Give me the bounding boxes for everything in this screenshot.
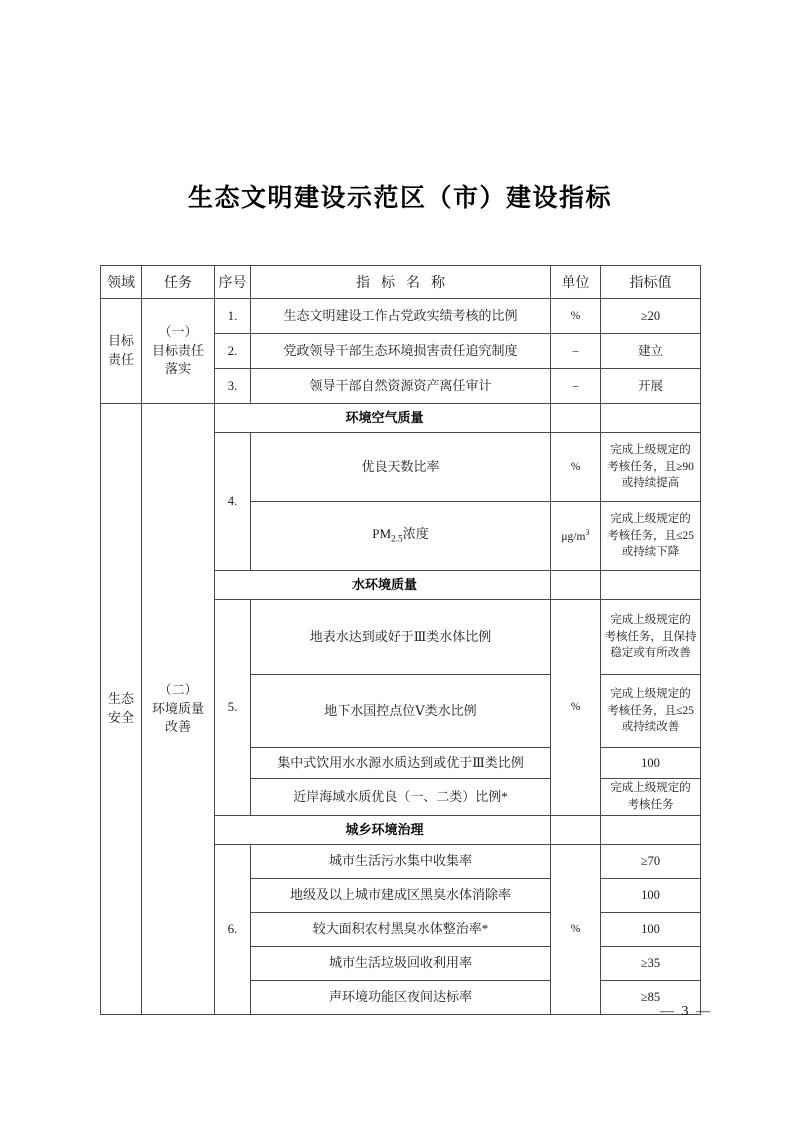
indicator-name: 声环境功能区夜间达标率	[251, 981, 551, 1015]
table-header-row	[101, 266, 701, 299]
column-header-unit: 单位	[551, 266, 601, 299]
row-number: 6.	[215, 845, 251, 1015]
indicator-name: 城市生活垃圾回收利用率	[251, 947, 551, 981]
row-number: 2.	[215, 334, 251, 369]
group-title-air-quality: 环境空气质量	[215, 404, 551, 433]
group-title-urban-rural-governance: 城乡环境治理	[215, 816, 551, 845]
indicator-unit: –	[551, 334, 601, 369]
row-number: 3.	[215, 369, 251, 404]
indicator-unit: %	[551, 299, 601, 334]
indicator-value: 完成上级规定的 考核任务，且≥90 或持续提高	[601, 433, 701, 502]
indicator-name: 地级及以上城市建成区黑臭水体消除率	[251, 879, 551, 913]
indicator-value: ≥85	[601, 981, 701, 1015]
indicator-value: 100	[601, 748, 701, 779]
row-number: 4.	[215, 433, 251, 571]
column-header-no: 序号	[215, 266, 251, 299]
indicator-name: 生态文明建设工作占党政实绩考核的比例	[251, 299, 551, 334]
domain-cell-goal-responsibility: 目标 责任	[101, 299, 142, 404]
task-cell-env-quality-improvement: （二） 环境质量 改善	[142, 404, 215, 1015]
indicator-value: 建立	[601, 334, 701, 369]
row-number: 5.	[215, 600, 251, 816]
indicators-table	[100, 265, 701, 1015]
group-unit-placeholder	[551, 404, 601, 433]
indicator-name: 领导干部自然资源资产离任审计	[251, 369, 551, 404]
indicator-name: 优良天数比率	[251, 433, 551, 502]
table-row	[101, 404, 701, 433]
indicator-value: 完成上级规定的 考核任务，且≤25 或持续下降	[601, 502, 701, 571]
group-value-placeholder	[601, 571, 701, 600]
group-value-placeholder	[601, 816, 701, 845]
domain-cell-ecological-safety: 生态 安全	[101, 404, 142, 1015]
indicator-unit: %	[551, 433, 601, 502]
indicator-name: 较大面积农村黑臭水体整治率*	[251, 913, 551, 947]
indicator-unit: %	[551, 845, 601, 1015]
indicator-unit: $\mu g/m^3$	[551, 502, 601, 571]
indicator-value: ≥70	[601, 845, 701, 879]
indicator-value: 完成上级规定的 考核任务	[601, 779, 701, 816]
column-header-task: 任务	[142, 266, 215, 299]
indicator-name: $PM_{2.5}$浓度	[251, 502, 551, 571]
indicator-value: 完成上级规定的 考核任务，且保持 稳定或有所改善	[601, 600, 701, 675]
group-unit-placeholder	[551, 571, 601, 600]
column-header-domain: 领域	[101, 266, 142, 299]
indicator-name: 近岸海域水质优良（一、二类）比例*	[251, 779, 551, 816]
indicator-name: 集中式饮用水水源水质达到或优于Ⅲ类比例	[251, 748, 551, 779]
indicator-value: 100	[601, 879, 701, 913]
indicator-value: 完成上级规定的 考核任务，且≤25 或持续改善	[601, 675, 701, 748]
indicator-name: 地下水国控点位Ⅴ类水比例	[251, 675, 551, 748]
row-number: 1.	[215, 299, 251, 334]
group-value-placeholder	[601, 404, 701, 433]
indicator-value: 开展	[601, 369, 701, 404]
page-title: 生态文明建设示范区（市）建设指标	[187, 184, 612, 212]
indicator-name: 城市生活污水集中收集率	[251, 845, 551, 879]
indicators-table-container	[100, 265, 700, 1015]
indicator-name: 党政领导干部生态环境损害责任追究制度	[251, 334, 551, 369]
indicator-unit: –	[551, 369, 601, 404]
task-cell-goal-implementation: （一） 目标责任 落实	[142, 299, 215, 404]
table-row	[101, 299, 701, 334]
group-title-water-quality: 水环境质量	[215, 571, 551, 600]
indicator-name: 地表水达到或好于Ⅲ类水体比例	[251, 600, 551, 675]
indicator-value: ≥20	[601, 299, 701, 334]
indicator-value: 100	[601, 913, 701, 947]
indicator-unit: %	[551, 600, 601, 816]
column-header-value: 指标值	[601, 266, 701, 299]
column-header-name: 指标名称	[251, 266, 551, 299]
indicator-value: ≥35	[601, 947, 701, 981]
group-unit-placeholder	[551, 816, 601, 845]
page-number: — 3 —	[660, 1004, 712, 1019]
